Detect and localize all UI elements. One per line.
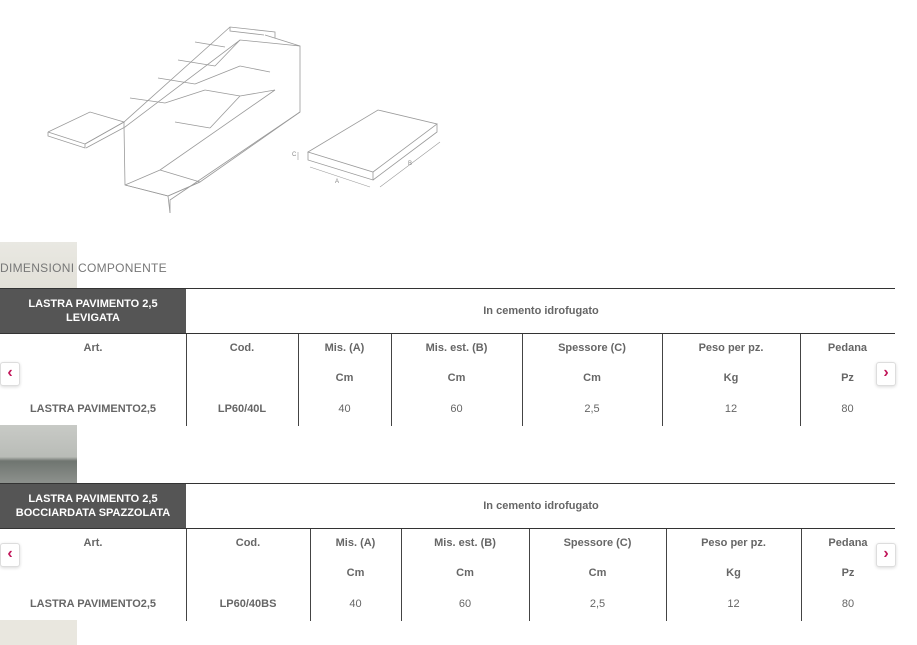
col-spessore — [529, 529, 667, 621]
cell-value: 40 — [349, 598, 362, 610]
col-header: Pedana — [828, 537, 868, 549]
col-unit: Cm — [335, 372, 354, 384]
col-header: Mis. (A) — [324, 342, 365, 354]
cell-value: LP60/40L — [217, 403, 267, 415]
col-mis-b — [401, 529, 530, 621]
cell-value: 2,5 — [589, 598, 606, 610]
table-header — [0, 289, 895, 334]
col-cod — [186, 334, 299, 426]
material-label: In cemento idrofugato — [483, 500, 599, 512]
cell-value: LASTRA PAVIMENTO2,5 — [29, 403, 157, 415]
table-header — [0, 484, 895, 529]
col-header: Spessore (C) — [558, 342, 626, 354]
col-header: Mis. (A) — [335, 537, 376, 549]
col-peso — [666, 529, 802, 621]
cell-value: LASTRA PAVIMENTO2,5 — [29, 598, 157, 610]
stair-drawing — [48, 27, 300, 213]
col-header: Spessore (C) — [563, 537, 632, 549]
table1-prev-button[interactable]: ‹ — [0, 362, 20, 386]
col-header: Art. — [83, 342, 103, 354]
material-label: In cemento idrofugato — [483, 305, 599, 317]
col-unit: Cm — [456, 567, 474, 579]
col-unit: Cm — [346, 567, 365, 579]
col-unit: Kg — [723, 372, 739, 384]
table-body — [0, 529, 895, 621]
product-name: LASTRA PAVIMENTO 2,5 LEVIGATA — [0, 289, 186, 333]
table2-next-button[interactable]: › — [876, 543, 896, 567]
col-unit: Pz — [841, 567, 855, 579]
cell-value: 40 — [338, 403, 351, 415]
cell-value: 12 — [727, 598, 740, 610]
finish-swatch-next — [0, 620, 77, 645]
col-peso — [662, 334, 801, 426]
cell-value: 80 — [841, 598, 855, 610]
finish-swatch-bocciardata — [0, 425, 77, 483]
slab-drawing — [298, 110, 440, 187]
product-technical-drawing — [0, 0, 917, 240]
cell-value: LP60/40BS — [219, 598, 277, 610]
label-c: C — [292, 152, 297, 158]
col-mis-a — [298, 334, 392, 426]
label-a: A — [335, 179, 340, 185]
col-unit: Kg — [726, 567, 741, 579]
col-header: Art. — [83, 537, 103, 549]
table-body — [0, 334, 895, 426]
table1-next-button[interactable]: › — [876, 362, 896, 386]
cell-value: 80 — [841, 403, 854, 415]
col-mis-a — [310, 529, 402, 621]
table2-prev-button[interactable]: ‹ — [0, 543, 20, 567]
col-header: Pedana — [827, 342, 868, 354]
col-header: Peso per pz. — [698, 342, 764, 354]
col-cod — [186, 529, 311, 621]
col-spessore — [522, 334, 663, 426]
col-header: Cod. — [235, 537, 261, 549]
label-b: B — [408, 161, 413, 167]
col-unit: Cm — [583, 372, 601, 384]
product-name: LASTRA PAVIMENTO 2,5 BOCCIARDATA SPAZZOLATA — [0, 484, 186, 528]
col-header: Cod. — [229, 342, 255, 354]
cell-value: 12 — [724, 403, 738, 415]
dimensions-table-2 — [0, 483, 895, 621]
col-unit: Pz — [841, 372, 854, 384]
col-unit: Cm — [588, 567, 607, 579]
section-title: DIMENSIONI COMPONENTE — [0, 261, 167, 275]
col-unit: Cm — [447, 372, 466, 384]
col-header: Mis. est. (B) — [425, 342, 488, 354]
col-mis-b — [391, 334, 523, 426]
col-art — [0, 334, 187, 426]
cell-value: 60 — [458, 598, 472, 610]
col-header: Mis. est. (B) — [434, 537, 496, 549]
col-header: Peso per pz. — [701, 537, 766, 549]
col-art — [0, 529, 187, 621]
cell-value: 2,5 — [584, 403, 600, 415]
cell-value: 60 — [450, 403, 463, 415]
dimensions-table-1 — [0, 288, 895, 426]
